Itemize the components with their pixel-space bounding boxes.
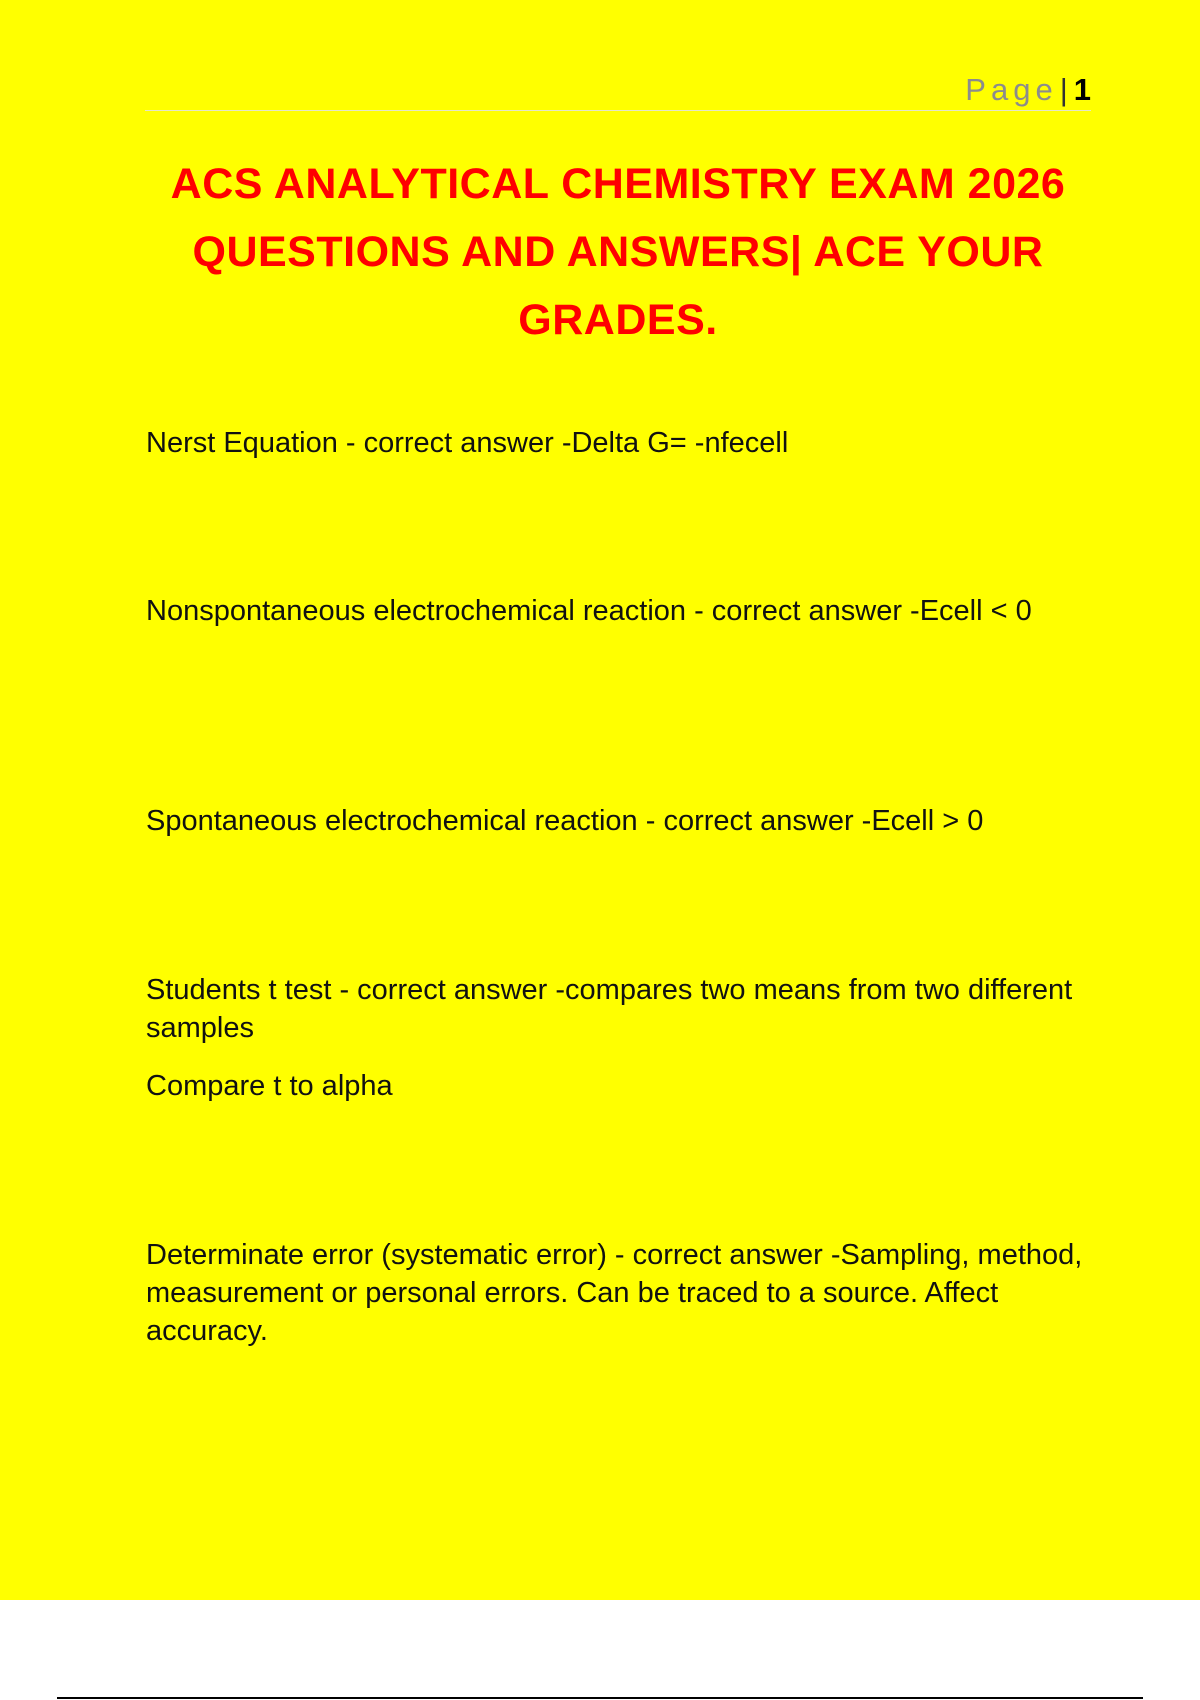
page-label: Page — [965, 72, 1058, 107]
qa-item-nonspontaneous-reaction: Nonspontaneous electrochemical reaction - correct answer -Ecell < 0 — [146, 595, 1032, 627]
document-title: ACS ANALYTICAL CHEMISTRY EXAM 2026 QUESTIONS AND ANSWERS| ACE YOUR GRADES. — [170, 160, 1066, 344]
qa-item-students-t-test: Students t test - correct answer -compares two means from two different samples — [146, 974, 1073, 1044]
qa-item-nerst-equation: Nerst Equation - correct answer -Delta G= -nfecell — [146, 427, 789, 459]
qa-item-spontaneous-reaction: Spontaneous electrochemical reaction - correct answer -Ecell > 0 — [146, 805, 984, 837]
qa-item-determinate-error: Determinate error (systematic error) - correct answer -Sampling, method, measurement or personal errors. Can be traced to a source. Affect accuracy. — [146, 1239, 1083, 1347]
page-header — [145, 70, 1091, 111]
page-separator: | — [1059, 72, 1068, 107]
page-number: 1 — [1073, 72, 1091, 107]
qa-item-students-t-test-note: Compare t to alpha — [146, 1070, 393, 1102]
footer-divider — [57, 1697, 1143, 1699]
